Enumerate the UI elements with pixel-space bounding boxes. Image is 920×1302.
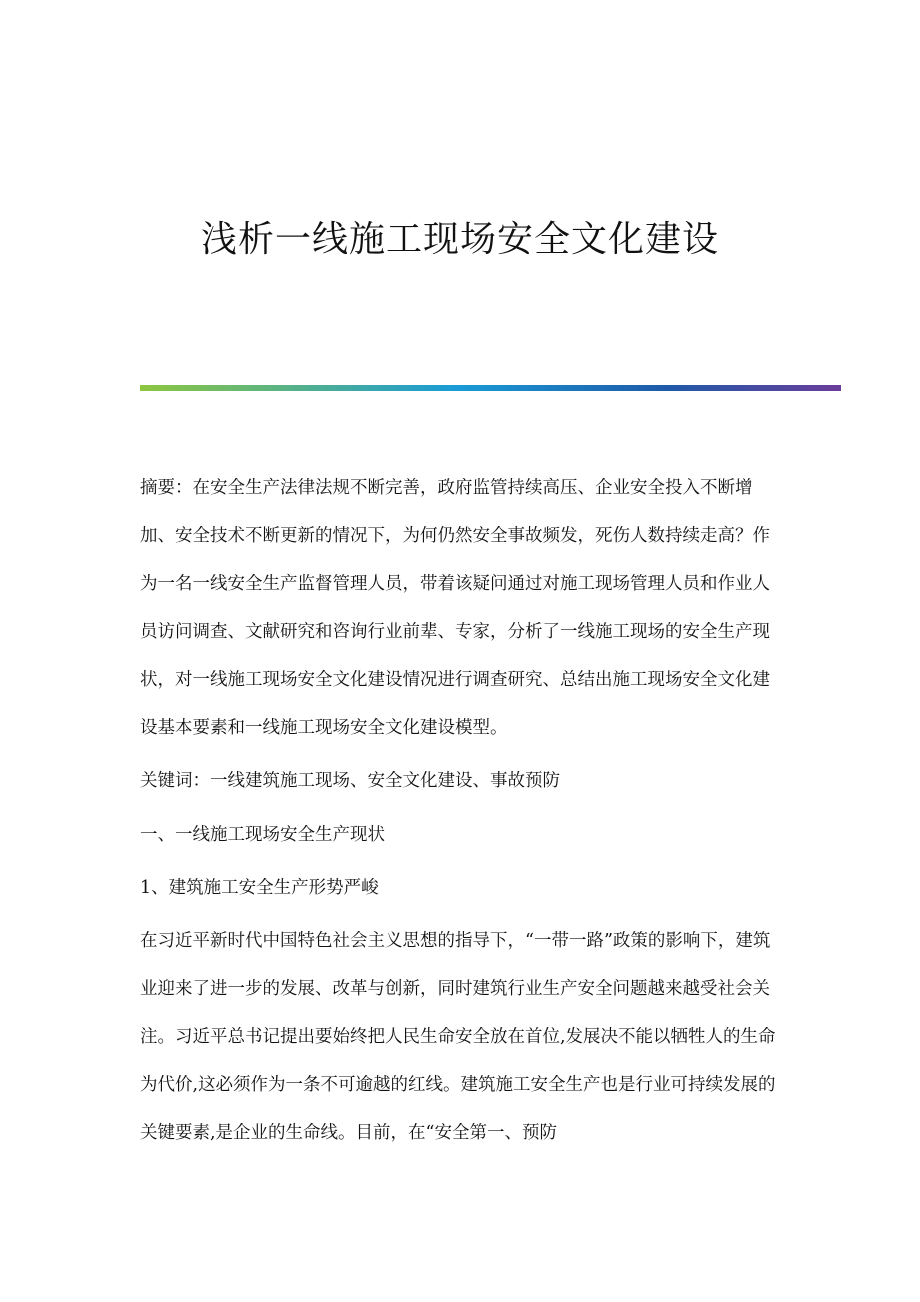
document-title: 浅析一线施工现场安全文化建设 <box>200 219 719 260</box>
body-paragraph: 在习近平新时代中国特色社会主义思想的指导下，“一带一路”政策的影响下，建筑业迎来了进一步的发展、改革与创新，同时建筑行业生产安全问题越来越受社会关注。习近平总书记提出要始终把人民生命安全放在首位,发展决不能以牺牲人的生命为代价,这必须作为一条不可逾越的红线。建筑施工安全生产也是行业可持续发展的关键要素,是企业的生命线。目前，在“安全第一、预防 <box>140 931 776 1143</box>
section-heading: 一、一线施工现场安全生产现状 <box>140 825 385 845</box>
keywords-line: 关键词：一线建筑施工现场、安全文化建设、事故预防 <box>140 771 560 791</box>
subsection-heading: 1、建筑施工安全生产形势严峻 <box>140 878 379 898</box>
abstract-paragraph: 摘要：在安全生产法律法规不断完善，政府监管持续高压、企业安全投入不断增加、安全技术不断更新的情况下，为何仍然安全事故频发，死伤人数持续走高？作为一名一线安全生产监督管理人员，带着该疑问通过对施工现场管理人员和作业人员访问调查、文献研究和咨询行业前辈、专家，分析了一线施工现场的安全生产现状，对一线施工现场安全文化建设情况进行调查研究、总结出施工现场安全文化建设基本要素和一线施工现场安全文化建设模型。 <box>140 478 770 738</box>
title-divider <box>140 385 841 391</box>
